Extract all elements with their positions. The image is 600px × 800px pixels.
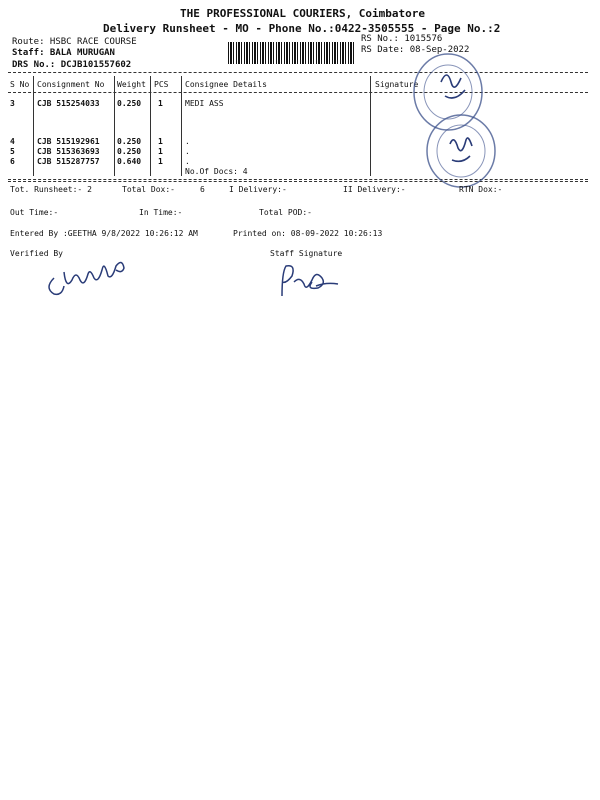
row-consignment: CJB 515254033 — [37, 99, 100, 108]
row-consignment: CJB 515363693 — [37, 147, 100, 156]
row-pcs: 1 — [158, 147, 163, 156]
row-consignee: MEDI ASS — [185, 99, 224, 108]
col-divider — [114, 76, 115, 176]
in-time: In Time:- — [139, 208, 183, 217]
row-weight: 0.250 — [117, 99, 142, 108]
total-runsheet: Tot. Runsheet:- 2 — [10, 185, 92, 194]
staff-text: Staff: BALA MURUGAN — [12, 48, 115, 58]
row-sno: 4 — [10, 137, 15, 146]
out-time: Out Time:- — [10, 208, 59, 217]
row-consignee: . — [185, 137, 190, 146]
row-consignee: . — [185, 147, 190, 156]
printed-on: Printed on: 08-09-2022 10:26:13 — [233, 229, 383, 238]
rs-number: RS No.: 1015576 — [361, 34, 443, 44]
row-weight: 0.640 — [117, 157, 142, 166]
rs-date: RS Date: 08-Sep-2022 — [361, 45, 470, 55]
row-sno: 3 — [10, 99, 15, 108]
col-header-consignment: Consignment No — [37, 80, 105, 89]
table-header-rule — [8, 92, 588, 93]
staff-signature-label: Staff Signature — [270, 249, 343, 258]
table-top-rule — [8, 72, 588, 73]
row-sno: 6 — [10, 157, 15, 166]
total-dox-label: Total Dox:- — [122, 185, 175, 194]
entered-by: Entered By :GEETHA 9/8/2022 10:26:12 AM — [10, 229, 198, 238]
totals-rule — [8, 181, 588, 182]
route-text: Route: HSBC RACE COURSE — [12, 37, 137, 47]
no-of-docs: No.Of Docs: 4 — [185, 167, 248, 176]
col-header-sno: S No — [10, 80, 30, 89]
runsheet-subtitle: Delivery Runsheet - MO - Phone No.:0422-3505555 - Page No.:2 — [103, 22, 501, 35]
col-header-pcs: PCS — [154, 80, 169, 89]
company-title: THE PROFESSIONAL COURIERS, Coimbatore — [180, 7, 426, 20]
row-consignment: CJB 515287757 — [37, 157, 100, 166]
barcode — [228, 42, 356, 64]
row-pcs: 1 — [158, 99, 163, 108]
drs-number: DRS No.: DCJB101557602 — [12, 60, 132, 70]
col-divider — [33, 76, 34, 176]
col-divider — [150, 76, 151, 176]
col-divider — [370, 76, 371, 176]
staff-signature — [276, 258, 352, 302]
row-consignee: . — [185, 157, 190, 166]
verified-signature — [40, 248, 140, 302]
total-pod: Total POD:- — [259, 208, 312, 217]
col-header-weight: Weight — [117, 80, 146, 89]
row-pcs: 1 — [158, 137, 163, 146]
i-delivery: I Delivery:- — [229, 185, 287, 194]
verified-by-label: Verified By — [10, 249, 63, 258]
col-header-signature: Signature — [375, 80, 419, 89]
row-sno: 5 — [10, 147, 15, 156]
row-weight: 0.250 — [117, 147, 142, 156]
row-consignment: CJB 515192961 — [37, 137, 100, 146]
row-pcs: 1 — [158, 157, 163, 166]
ii-delivery: II Delivery:- — [343, 185, 406, 194]
total-dox-value: 6 — [200, 185, 205, 194]
col-header-consignee: Consignee Details — [185, 80, 267, 89]
row-weight: 0.250 — [117, 137, 142, 146]
rtn-dox: RTN Dox:- — [459, 185, 503, 194]
col-divider — [181, 76, 182, 176]
